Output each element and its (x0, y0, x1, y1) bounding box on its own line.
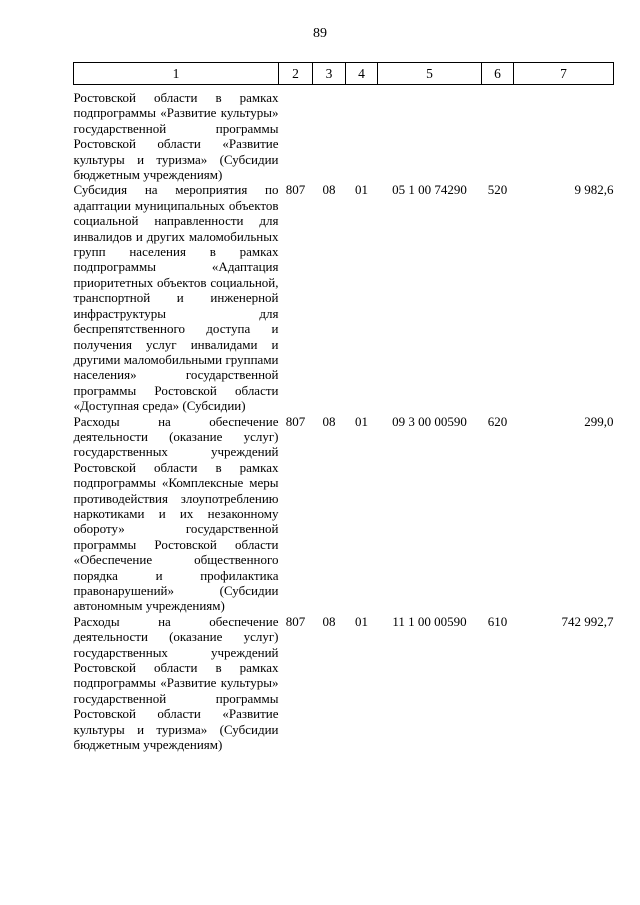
row-ministry-code: 807 (285, 413, 306, 429)
row-target-article: 09 3 00 00590 (392, 413, 467, 429)
row-section-code: 08 (322, 182, 336, 198)
row-description: Расходы на обеспечение деятельности (оказание услуг) государственных учреждений Ростовской области в рамках подпрограммы «Развитие культуры» государственной программы Ростовской области «Развитие культуры и туризма» (Субсидии бюджетным учреждениям) (73, 613, 279, 753)
column-header-4: 4 (346, 63, 378, 85)
column-header-3: 3 (313, 63, 346, 85)
row-target-article: 11 1 00 00590 (392, 613, 467, 629)
row-subsection-code: 01 (355, 413, 368, 429)
row-target-article: 05 1 00 74290 (392, 182, 467, 198)
budget-table (73, 62, 614, 752)
row-subsection-code: 01 (355, 182, 368, 198)
row-ministry-code: 807 (285, 613, 306, 629)
row-subsection-code: 01 (355, 613, 368, 629)
table-row (74, 614, 614, 753)
row-description: Расходы на обеспечение деятельности (оказание услуг) государственных учреждений Ростовской области в рамках подпрограммы «Комплексные меры противодействия злоупотреблению наркотиками и их незаконному обороту» государственной программы Ростовской области «Обеспечение общественного порядка и профилактика правонарушений» (Субсидии автономным учреждениям) (73, 413, 279, 614)
table-row (74, 85, 614, 183)
row-description: Ростовской области в рамках подпрограммы «Развитие культуры» государственной программы Ростовской области «Развитие культуры и туризма» (Субсидии бюджетным учреждениям) (73, 90, 279, 183)
column-header-5: 5 (378, 63, 482, 85)
row-section-code (313, 85, 346, 183)
row-description: Субсидия на мероприятия по адаптации муниципальных объектов социальной направленности для инвалидов и других маломобильных групп населения в рамках подпрограммы «Адаптация приоритетных объектов социальной, транспортной и инженерной инфраструктуры для беспрепятственного доступа и получения услуг инвалидами и другими маломобильными группами населения» государственной программы Ростовской области «Доступная среда» (Субсидии) (73, 182, 279, 414)
row-amount: 742 992,7 (561, 613, 614, 629)
column-header-2: 2 (279, 63, 313, 85)
header-row (74, 63, 614, 85)
row-expense-type (482, 85, 514, 183)
table-row (74, 414, 614, 614)
row-ministry-code (279, 85, 313, 183)
column-header-6: 6 (482, 63, 514, 85)
table-row (74, 182, 614, 413)
row-expense-type: 520 (487, 182, 508, 198)
row-subsection-code (346, 85, 378, 183)
row-amount: 9 982,6 (574, 182, 614, 198)
page-number: 89 (313, 26, 327, 41)
row-ministry-code: 807 (285, 182, 306, 198)
row-amount: 299,0 (584, 413, 614, 429)
row-expense-type: 620 (487, 413, 508, 429)
row-amount (514, 85, 614, 183)
row-section-code: 08 (322, 613, 336, 629)
row-section-code: 08 (322, 413, 336, 429)
row-expense-type: 610 (487, 613, 508, 629)
row-target-article (378, 85, 482, 183)
column-header-1: 1 (74, 63, 279, 85)
column-header-7: 7 (514, 63, 614, 85)
